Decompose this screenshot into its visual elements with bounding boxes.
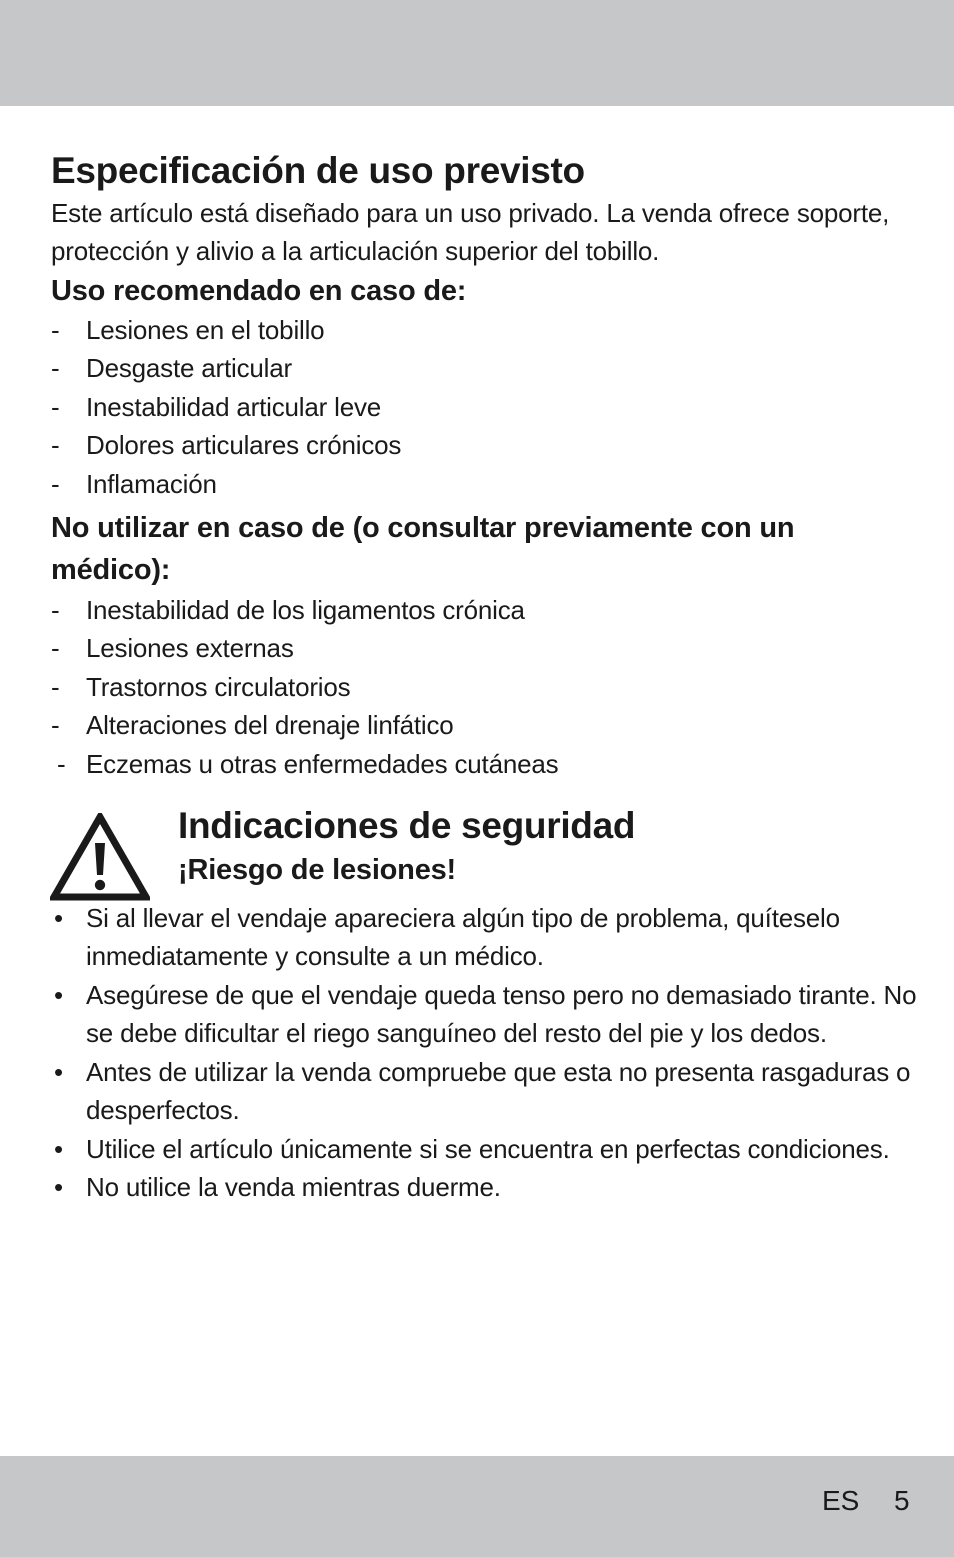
list-item: • Antes de utilizar la venda compruebe que esta no presenta rasgaduras o desperfectos. <box>51 1053 921 1130</box>
list-item: - Inestabilidad de los ligamentos crónica <box>51 591 921 629</box>
list-item: • Si al llevar el vendaje apareciera algún tipo de problema, quíteselo inmediatamente y consulte a un médico. <box>51 899 921 976</box>
list-item: • No utilice la venda mientras duerme. <box>51 1168 921 1206</box>
safety-header <box>51 803 921 899</box>
list-item: • Asegúrese de que el vendaje queda tenso pero no demasiado tirante. No se debe dificultar el riego sanguíneo del resto del pie y los dedos. <box>51 976 921 1053</box>
header-band <box>0 0 954 106</box>
safety-subtitle: ¡Riesgo de lesiones! <box>178 854 457 887</box>
contraindications-heading: No utilizar en caso de (o consultar previamente con un médico): <box>51 512 795 587</box>
list-item: • Utilice el artículo únicamente si se encuentra en perfectas condiciones. <box>51 1130 921 1168</box>
list-item: - Lesiones externas <box>51 629 921 667</box>
safety-list <box>51 899 921 1206</box>
list-item: - Alteraciones del drenaje linfático <box>51 706 921 744</box>
intended-use-title: Especificación de uso previsto <box>51 150 585 191</box>
list-item: - Inestabilidad articular leve <box>51 388 921 426</box>
intended-use-description: Este artículo está diseñado para un uso privado. La venda ofrece soporte, protección y alivio a la articulación superior del tobillo. <box>51 198 890 266</box>
safety-title: Indicaciones de seguridad <box>178 805 636 847</box>
recommended-heading: Uso recomendado en caso de: <box>51 275 467 307</box>
contraindications-list <box>51 591 921 783</box>
footer-language: ES <box>822 1485 860 1516</box>
recommended-list <box>51 311 921 503</box>
list-item: - Trastornos circulatorios <box>51 668 921 706</box>
page-number: 5 <box>894 1485 910 1516</box>
footer-band <box>0 1456 954 1557</box>
list-item: - Desgaste articular <box>51 349 921 387</box>
list-item: - Inflamación <box>51 465 921 503</box>
list-item: - Lesiones en el tobillo <box>51 311 921 349</box>
page-content <box>51 148 921 1206</box>
warning-triangle-icon <box>50 813 150 901</box>
list-item: - Eczemas u otras enfermedades cutáneas <box>51 745 921 783</box>
list-item: - Dolores articulares crónicos <box>51 426 921 464</box>
